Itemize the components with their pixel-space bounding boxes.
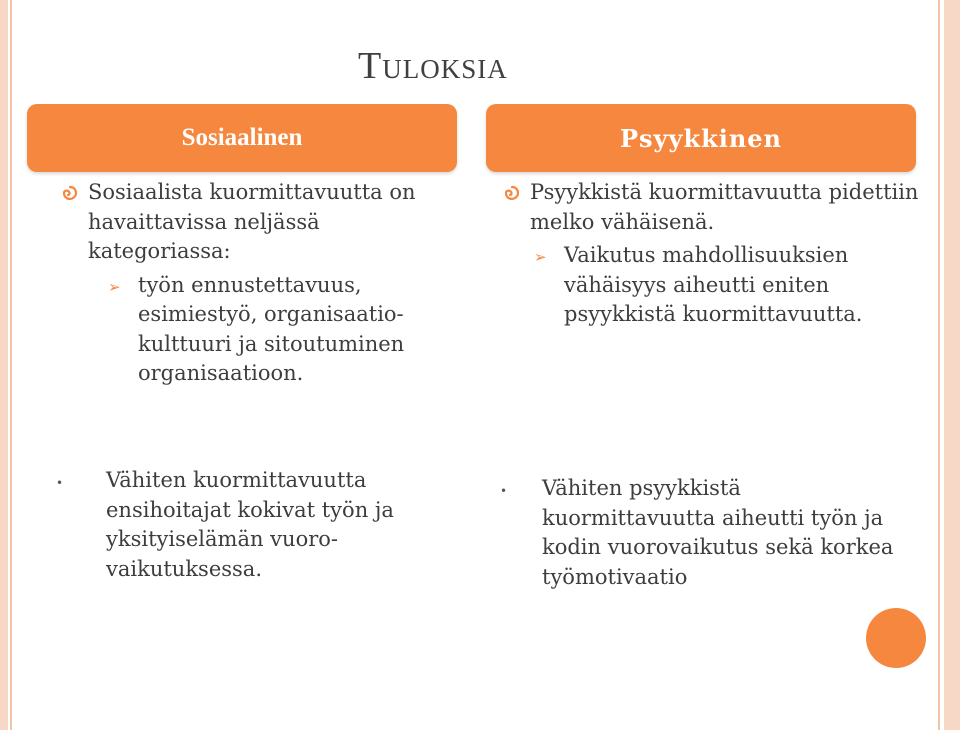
slide-title: Tuloksia bbox=[358, 45, 508, 87]
loop-bullet-icon bbox=[62, 178, 88, 267]
loop-bullet-icon bbox=[504, 178, 530, 237]
lower-bullet-right bbox=[500, 474, 920, 592]
left-edge-decoration bbox=[0, 0, 14, 730]
arrow-bullet-icon: ➢ bbox=[108, 277, 121, 296]
sub-bullet-text: työn ennustettavuus, esimiestyö, organisaatio-kulttuuri ja sitoutuminen organisaatioon. bbox=[138, 272, 405, 385]
bullet-text: Psyykkistä kuormittavuutta pidettiin melko vähäisenä. bbox=[530, 180, 919, 234]
sub-bullet-text: Vaikutus mahdollisuuksien vähäisyys aiheutti eniten psyykkistä kuormittavuutta. bbox=[564, 243, 863, 326]
header-sosiaalinen: Sosiaalinen bbox=[27, 104, 457, 172]
decorative-circle bbox=[866, 608, 926, 668]
dot-bullet-icon: • bbox=[500, 484, 508, 498]
lower-bullet-left bbox=[56, 466, 466, 584]
right-content bbox=[504, 178, 924, 330]
lower-bullet-text: Vähiten psyykkistä kuormittavuutta aiheutti työn ja kodin vuorovaikutus sekä korkea työmotivaatio bbox=[542, 476, 894, 589]
sub-bullet-item bbox=[534, 241, 924, 330]
lower-bullet-text: Vähiten kuormittavuutta ensihoitajat kokivat työn ja yksityiselämän vuoro-vaikutuksessa. bbox=[106, 468, 394, 581]
left-content bbox=[62, 178, 462, 389]
dot-bullet-icon: • bbox=[56, 476, 64, 490]
bullet-text: Sosiaalista kuormittavuutta on havaittavissa neljässä kategoriassa: bbox=[88, 180, 416, 263]
sub-bullet-item bbox=[108, 271, 462, 389]
bullet-item bbox=[504, 178, 924, 237]
arrow-bullet-icon: ➢ bbox=[534, 248, 547, 266]
right-edge-decoration bbox=[932, 0, 960, 730]
header-psyykkinen: Psyykkinen bbox=[486, 104, 916, 172]
bullet-item bbox=[62, 178, 462, 267]
